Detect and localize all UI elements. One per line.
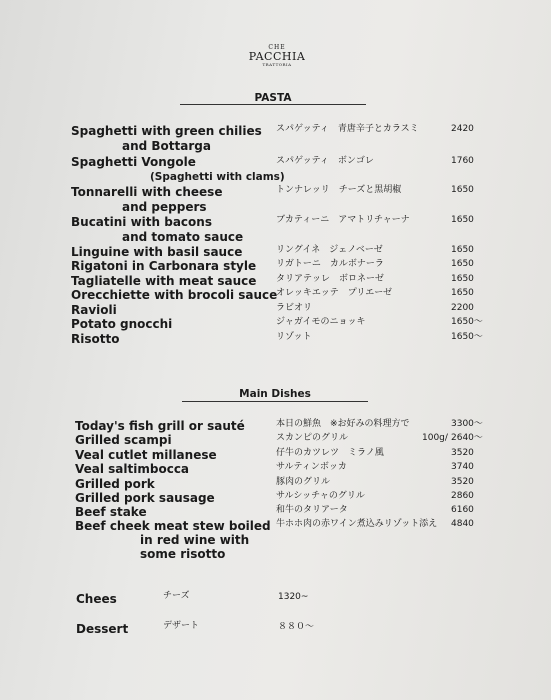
main-dish-price: 4840 [451,519,474,529]
dessert-price: ８８０～ [278,622,315,632]
pasta-item-name: Bucatini with bacons [71,215,212,229]
pasta-item-name: Rigatoni in Carbonara style [71,259,257,273]
pasta-item-name: Ravioli [71,303,117,317]
main-dish-price: 3740 [451,462,474,472]
pasta-item-name-line2: and Bottarga [122,139,211,153]
main-dish-name: Grilled pork [75,477,155,491]
pasta-item-name: Orecchiette with brocoli sauce [71,288,278,302]
pasta-item-name-line2: and tomato sauce [122,230,244,244]
main-dish-japanese: サルシッチャのグリル [276,491,365,501]
main-dish-price: 3300～ [451,419,483,429]
pasta-item-name-line2: and peppers [122,200,207,214]
cheese-japanese: チーズ [163,591,190,601]
pasta-item-price: 1650～ [451,332,483,342]
pasta-item-name: Spaghetti Vongole [71,155,196,169]
logo-trattoria: TRATTORIA [262,62,292,67]
pasta-item-japanese: ブカティーニ アマトリチャーナ [276,215,410,225]
pasta-item-japanese: リングイネ ジェノベーゼ [276,245,383,255]
main-dish-name: Grilled scampi [75,433,172,447]
main-dish-price: 3520 [451,448,474,458]
pasta-item-name: Risotto [71,332,120,346]
logo-name: PACCHIA [248,50,306,63]
main-dish-japanese: 仔牛のカツレツ ミラノ風 [276,448,384,458]
pasta-item-japanese: ラビオリ [276,303,313,313]
pasta-item-japanese: ジャガイモのニョッキ [276,317,366,327]
main-dish-weight-note: 100g/ [422,433,448,443]
main-dish-price: 2860 [451,491,474,501]
main-dish-japanese: 本日の鮮魚 ※お好みの料理方で [276,419,410,429]
pasta-item-japanese: タリアテッレ ボロネーゼ [276,274,384,284]
main-dish-name: Beef cheek meat stew boiled [75,519,271,533]
main-dish-japanese: 牛ホホ肉の赤ワイン煮込みリゾット添え [276,519,438,529]
main-dish-price: 2640～ [451,433,483,443]
pasta-item-japanese: トンナレッリ チーズと黒胡椒 [276,185,402,195]
pasta-item-name-line2: (Spaghetti with clams) [150,171,285,183]
pasta-item-name: Spaghetti with green chilies [71,124,262,138]
main-dish-price: 3520 [451,477,474,487]
pasta-section-title: PASTA [254,92,292,104]
pasta-item-price: 1650 [451,215,474,225]
main-dish-japanese: サルティンボッカ [276,462,347,472]
cheese-name: Chees [76,592,117,606]
main-dish-name: Grilled pork sausage [75,491,215,505]
pasta-item-japanese: オレッキエッテ プリエーゼ [276,288,393,298]
pasta-item-japanese: スパゲッティ 青唐辛子とカラスミ [276,124,419,134]
cheese-price: 1320~ [278,592,309,602]
pasta-item-name: Tagliatelle with meat sauce [71,274,257,288]
pasta-item-name: Linguine with basil sauce [71,245,243,259]
restaurant-logo [246,44,308,70]
pasta-item-price: 1760 [451,156,474,166]
pasta-item-price: 1650 [451,245,474,255]
main-dish-name: Today's fish grill or sauté [75,419,245,433]
pasta-item-price: 2200 [451,303,474,313]
dessert-name: Dessert [76,622,129,636]
main-dish-name-line3: some risotto [140,547,226,561]
main-dish-japanese: スカンピのグリル [276,433,349,443]
main-dishes-section-title: Main Dishes [239,388,311,400]
pasta-item-name: Potato gnocchi [71,317,173,331]
logo-che: CHE [268,44,286,51]
pasta-title-underline [180,104,366,105]
main-dish-name: Veal cutlet millanese [75,448,217,462]
main-dish-price: 6160 [451,505,474,515]
pasta-item-price: 1650 [451,259,474,269]
pasta-item-japanese: リゾット [276,332,312,342]
pasta-item-price: 1650 [451,288,474,298]
main-dish-japanese: 和牛のタリアータ [276,505,348,515]
pasta-item-japanese: スパゲッティ ボンゴレ [276,156,374,166]
pasta-item-price: 1650 [451,185,474,195]
main-dish-name: Veal saltimbocca [75,462,190,476]
pasta-item-japanese: リガトーニ カルボナーラ [276,259,384,269]
pasta-item-price: 1650 [451,274,474,284]
main-dish-name: Beef stake [75,505,147,519]
pasta-item-price: 1650～ [451,317,483,327]
pasta-item-name: Tonnarelli with cheese [71,185,223,199]
main-dish-name-line2: in red wine with [140,533,250,547]
main-dishes-title-underline [182,401,368,402]
main-dish-japanese: 豚肉のグリル [276,477,331,487]
dessert-japanese: デザート [163,621,200,631]
pasta-item-price: 2420 [451,124,474,134]
